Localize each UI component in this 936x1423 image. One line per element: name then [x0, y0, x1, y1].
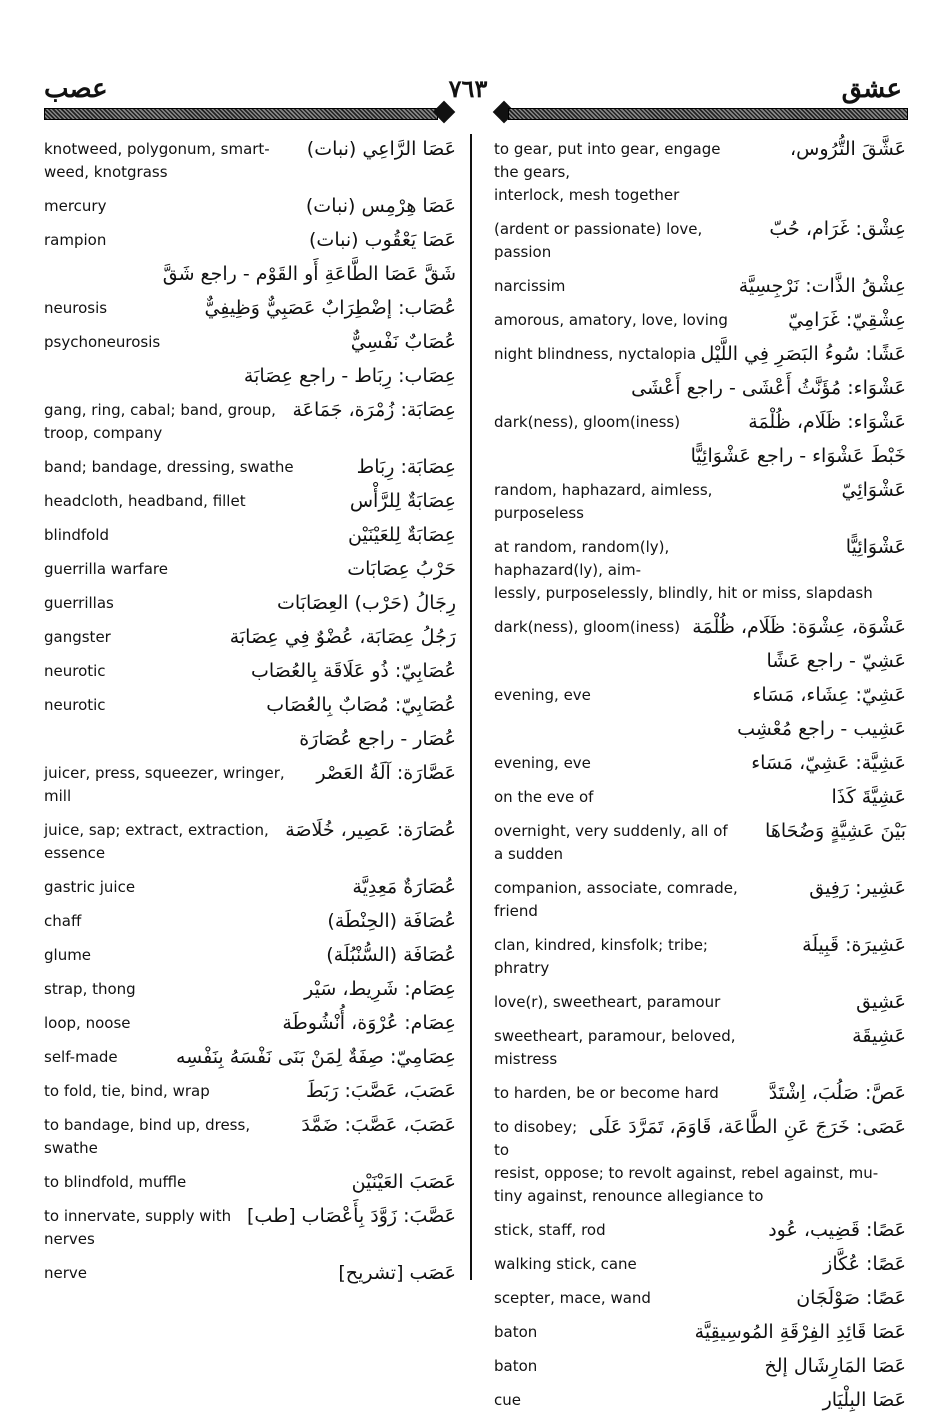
- entry-english: psychoneurosis: [44, 333, 161, 351]
- entry-english: cue: [494, 1391, 521, 1409]
- dictionary-entry: [44, 876, 456, 899]
- dictionary-entry: [44, 456, 456, 479]
- entry-english: scepter, mace, wand: [494, 1289, 651, 1307]
- dictionary-entry: [44, 944, 456, 967]
- entry-english: glume: [44, 946, 92, 964]
- entry-english: self-made: [44, 1048, 118, 1066]
- entry-arabic: عَشِيب - راجع مُعْشِب: [737, 718, 906, 740]
- dictionary-entry: [494, 1287, 906, 1310]
- entry-english: to fold, tie, bind, wrap: [44, 1082, 210, 1100]
- dictionary-entry: [44, 1114, 456, 1137]
- dictionary-entry: [44, 1046, 456, 1069]
- entry-arabic: عُصَافَة (الحِنْطَة): [327, 910, 456, 932]
- entry-english: headcloth, headband, fillet: [44, 492, 246, 510]
- entry-english: evening, eve: [494, 686, 591, 704]
- dictionary-entry: [44, 365, 456, 388]
- entry-english: dark(ness), gloom(iness): [494, 413, 681, 431]
- entry-arabic: عَشْوَاء: مُؤَنَّثُ أَعْشَى - راجع أَعْشَى: [631, 377, 906, 399]
- entry-english: to gear, put into gear, engage the gears,: [494, 140, 721, 181]
- dictionary-entry: [494, 377, 906, 400]
- dictionary-entry: [494, 786, 906, 809]
- entry-arabic: حَرْبُ عِصَابَات: [347, 558, 456, 580]
- dictionary-entry: [44, 626, 456, 649]
- entry-arabic: بَيْنَ عَشِيَّةٍ وَضُحَاهَا: [765, 820, 906, 842]
- entry-english-continuation: a sudden: [494, 845, 564, 863]
- dictionary-entry: [494, 684, 906, 707]
- entry-arabic: عِصَابَةٌ لِلعَيْنَيْن: [347, 524, 456, 546]
- entry-english: love(r), sweetheart, paramour: [494, 993, 721, 1011]
- entry-arabic: عَصَى: خَرَجَ عَنِ الطَّاعَة، قَاوَمَ، تَمَرَّدَ عَلَى: [588, 1116, 906, 1138]
- entry-english: (ardent or passionate) love, passion: [494, 220, 703, 261]
- entry-arabic: عُصَارَة: عَصِير، خُلَاصَة: [285, 819, 456, 841]
- dictionary-entry: [494, 820, 906, 843]
- entry-arabic: عُصَابِيّ: مُصَابٌ بِالعُصَاب: [266, 694, 456, 716]
- entry-english: narcissim: [494, 277, 566, 295]
- entry-arabic: عَشْوَائِيّ: [841, 479, 906, 501]
- entry-english-continuation: weed, knotgrass: [44, 163, 168, 181]
- dictionary-entry: [494, 536, 906, 582]
- dictionary-entry: [494, 991, 906, 1014]
- dictionary-entry: [44, 399, 456, 422]
- entry-english: evening, eve: [494, 754, 591, 772]
- dictionary-entry: [44, 694, 456, 717]
- dictionary-entry: [44, 592, 456, 615]
- entry-english: clan, kindred, kinsfolk; tribe; phratry: [494, 936, 708, 977]
- dictionary-entry: [494, 1355, 906, 1378]
- entry-english: juice, sap; extract, extraction,: [44, 821, 269, 839]
- entry-arabic: عَصَبَ، عَصَّبَ: ضَمَّدَ: [301, 1114, 456, 1136]
- entry-english: night blindness, nyctalopia: [494, 345, 697, 363]
- entry-english: to harden, be or become hard: [494, 1084, 719, 1102]
- dictionary-entry: [494, 752, 906, 775]
- entry-arabic: عَصَا المَارِشَال إلخ: [764, 1355, 906, 1377]
- entry-arabic: شَقَّ عَصَا الطَّاعَةِ أَو القَوْم - راجع شَقَّ: [162, 263, 456, 285]
- entry-english: rampion: [44, 231, 107, 249]
- dictionary-entry: [44, 297, 456, 320]
- entry-arabic: عَشْوَة، عِشْوَة: ظَلَام، ظُلْمَة: [692, 616, 906, 638]
- entry-arabic: عَشْوَاء: ظَلَام، ظُلْمَة: [748, 411, 906, 433]
- entry-english: knotweed, polygonum, smart-: [44, 140, 270, 158]
- entry-english: overnight, very suddenly, all of: [494, 822, 728, 840]
- entry-arabic: عَصًا: قَضِيب، عُود: [768, 1219, 906, 1241]
- dictionary-entry: [494, 343, 906, 366]
- dictionary-entry: [44, 1171, 456, 1194]
- dictionary-entry: [494, 1219, 906, 1242]
- entry-arabic: عَصًا: صَوْلَجَان: [796, 1287, 906, 1309]
- entry-arabic: عِشْق: غَرَام، حُبّ: [769, 218, 906, 240]
- entry-english: guerrilla warfare: [44, 560, 168, 578]
- dictionary-entry: [494, 718, 906, 741]
- dictionary-entry: [44, 558, 456, 581]
- dictionary-entry: [44, 490, 456, 513]
- entry-english: band; bandage, dressing, swathe: [44, 458, 294, 476]
- entry-english: random, haphazard, aimless, purposeless: [494, 481, 713, 522]
- running-headword-right: عشق: [841, 74, 902, 104]
- entry-english: neurotic: [44, 662, 106, 680]
- entry-english-continuation: swathe: [44, 1139, 98, 1157]
- entry-english-continuation: tiny against, renounce allegiance to: [494, 1187, 764, 1205]
- entry-arabic: عِصَابَةٌ لِلرَّأْس: [349, 490, 456, 512]
- entry-arabic: عُصَار - راجع عُصَارَة: [299, 728, 456, 750]
- entry-english: to innervate, supply with: [44, 1207, 232, 1225]
- entry-english: baton: [494, 1357, 538, 1375]
- entry-arabic: عَشِيَّةَ كَذَا: [831, 786, 906, 808]
- entry-english: sweetheart, paramour, beloved, mistress: [494, 1027, 736, 1068]
- entry-english: on the eve of: [494, 788, 594, 806]
- entry-english: juicer, press, squeezer, wringer, mill: [44, 764, 285, 805]
- entry-english-continuation: lessly, purposelessly, blindly, hit or miss, slapdash: [494, 584, 873, 602]
- entry-english: nerve: [44, 1264, 88, 1282]
- dictionary-entry: [44, 229, 456, 252]
- dictionary-entry: [494, 877, 906, 923]
- entry-english: amorous, amatory, love, loving: [494, 311, 728, 329]
- dictionary-entry: [44, 195, 456, 218]
- dictionary-entry: [44, 263, 456, 286]
- right-column: [494, 138, 906, 1423]
- entry-english: gastric juice: [44, 878, 136, 896]
- dictionary-entry: [494, 275, 906, 298]
- entry-arabic: عِصَام: عُرْوَة، أُنْشُوطَة: [282, 1012, 456, 1034]
- entry-english: neurosis: [44, 299, 108, 317]
- entry-english: companion, associate, comrade, friend: [494, 879, 738, 920]
- dictionary-entry: [494, 934, 906, 980]
- entry-arabic: عِصَابَة: زُمْرَة، جَمَاعَة: [292, 399, 456, 421]
- entry-english: loop, noose: [44, 1014, 131, 1032]
- dictionary-entry: [44, 978, 456, 1001]
- entry-arabic: رِجَالُ (حَرْب) العِصَابَات: [277, 592, 456, 614]
- dictionary-entry: [494, 218, 906, 264]
- dictionary-entry: [494, 479, 906, 525]
- entry-arabic: عَصَا هِرْمِس (نبات): [305, 195, 456, 217]
- entry-arabic: عَصَا قَائِدِ الفِرْقَةِ المُوسِيقِيَّة: [694, 1321, 906, 1343]
- dictionary-entry: [44, 819, 456, 842]
- entry-arabic: عَشِيَّة: عَشِيّ، مَسَاء: [751, 752, 906, 774]
- dictionary-entry: [44, 1012, 456, 1035]
- dictionary-entry: [44, 1205, 456, 1228]
- entry-arabic: عَصَا البِلْيَار: [822, 1389, 906, 1411]
- dictionary-entry: [494, 1116, 906, 1162]
- entry-english: guerrillas: [44, 594, 114, 612]
- entry-arabic: عُصَابٌ نَفْسِيٌّ: [350, 331, 456, 353]
- page-number: ٧٦٣: [448, 74, 488, 103]
- dictionary-entry: [44, 524, 456, 547]
- entry-arabic: عَشِيّ: عِشَاء، مَسَاء: [752, 684, 906, 706]
- entry-english: blindfold: [44, 526, 110, 544]
- entry-arabic: عُصَابِيّ: ذُو عَلَاقَة بِالعُصَاب: [250, 660, 456, 682]
- entry-english: dark(ness), gloom(iness): [494, 618, 681, 636]
- entry-arabic: عِصَامِيّ: صِفَةٌ لِمَنْ بَنَى نَفْسَهُ بِنَفْسِه: [175, 1046, 456, 1068]
- entry-arabic: عَشًا: سُوءُ البَصَرِ فِي اللَّيْل: [700, 343, 906, 365]
- entry-english: at random, random(ly), haphazard(ly), aim-: [494, 538, 670, 579]
- entry-arabic: عَشِيقَة: [852, 1025, 906, 1047]
- entry-arabic: عِصَام: شَرِيط، سَيْر: [304, 978, 456, 1000]
- dictionary-entry: [494, 138, 906, 184]
- entry-arabic: عَصَب [تشريح]: [338, 1262, 456, 1284]
- dictionary-entry: [44, 138, 456, 161]
- dictionary-entry: [44, 1262, 456, 1285]
- dictionary-entry: [494, 1321, 906, 1344]
- dictionary-entry: [44, 1080, 456, 1103]
- entry-english: gangster: [44, 628, 111, 646]
- entry-arabic: عِصَاب: رِبَاط - راجع عِصَابَة: [243, 365, 456, 387]
- dictionary-entry: [44, 660, 456, 683]
- entry-english: to bandage, bind up, dress,: [44, 1116, 251, 1134]
- entry-arabic: عَصَّ: صَلُبَ، اِشْتَدَّ: [768, 1082, 906, 1104]
- dictionary-entry: [494, 616, 906, 639]
- dictionary-entry: [494, 1082, 906, 1105]
- entry-english: walking stick, cane: [494, 1255, 637, 1273]
- dictionary-entry: [494, 309, 906, 332]
- entry-arabic: عَشِيق: [856, 991, 906, 1013]
- entry-english-continuation: interlock, mesh together: [494, 186, 680, 204]
- dictionary-entry: [494, 1253, 906, 1276]
- header-rule-left: [44, 108, 438, 120]
- entry-arabic: عَشِيرَة: قَبِيلَة: [802, 934, 906, 956]
- dictionary-entry: [44, 910, 456, 933]
- dictionary-entry: [44, 762, 456, 808]
- entry-english: strap, thong: [44, 980, 136, 998]
- entry-arabic: عَصَبَ العَيْنَيْن: [351, 1171, 456, 1193]
- entry-english: neurotic: [44, 696, 106, 714]
- entry-arabic: رَجُلُ عِصَابَة، عُضْوٌ فِي عِصَابَة: [229, 626, 456, 648]
- entry-arabic: عَصَّبَ: زَوَّدَ بِأَعْصَاب [طب]: [247, 1205, 456, 1227]
- entry-english: to disobey; to: [494, 1118, 578, 1159]
- entry-english-continuation: troop, company: [44, 424, 163, 442]
- entry-arabic: عَشْوَائِيًّا: [845, 536, 906, 558]
- entry-arabic: عَشِير: رَفِيق: [809, 877, 906, 899]
- entry-arabic: عُصَافَة (السُّنْبُلَة): [326, 944, 456, 966]
- entry-arabic: عَصَّارَة: آلَةُ العَصْر: [316, 762, 456, 784]
- dictionary-entry: [494, 650, 906, 673]
- entry-english: gang, ring, cabal; band, group,: [44, 401, 276, 419]
- column-divider: [470, 134, 472, 1280]
- entry-arabic: عُصَارَةٌ مَعِدِيَّة: [352, 876, 456, 898]
- entry-english-continuation: essence: [44, 844, 106, 862]
- entry-english: chaff: [44, 912, 82, 930]
- entry-arabic: عِشْقِيّ: غَرَامِيّ: [788, 309, 906, 331]
- entry-english-continuation: resist, oppose; to revolt against, rebel against, mu-: [494, 1164, 879, 1182]
- dictionary-entry: [44, 728, 456, 751]
- entry-english: to blindfold, muffle: [44, 1173, 187, 1191]
- entry-arabic: خَبْطَ عَشْوَاء - راجع عَشْوَائِيًّا: [690, 445, 906, 467]
- entry-english-continuation: nerves: [44, 1230, 95, 1248]
- dictionary-entry: [494, 445, 906, 468]
- entry-arabic: عِشْقُ الذَّات: نَرْجِسِيَّة: [738, 275, 906, 297]
- running-headword-left: عصب: [44, 74, 108, 104]
- entry-english: baton: [494, 1323, 538, 1341]
- entry-arabic: عَشِيّ - راجع عَشًا: [766, 650, 906, 672]
- entry-arabic: عَشَّقَ التُّرُوس،: [790, 138, 906, 160]
- entry-arabic: عَصَا يَعْقُوب (نبات): [309, 229, 456, 251]
- entry-english: stick, staff, rod: [494, 1221, 606, 1239]
- dictionary-entry: [44, 331, 456, 354]
- entry-arabic: عَصًا: عُكَّاز: [823, 1253, 906, 1275]
- entry-arabic: عِصَابَة: رِبَاط: [356, 456, 456, 478]
- entry-arabic: عَصَا الرَّاعِي (نبات): [306, 138, 456, 160]
- left-column: [44, 138, 456, 1296]
- entry-arabic: عُصَاب: إضْطِرَابٌ عَصَبِيٌّ وَظِيفِيٌّ: [204, 297, 456, 319]
- entry-arabic: عَصَبَ، عَصَّبَ: رَبَطَ: [305, 1080, 456, 1102]
- dictionary-entry: [494, 1025, 906, 1071]
- header-rule-right: [508, 108, 908, 120]
- dictionary-entry: [494, 411, 906, 434]
- dictionary-entry: [494, 1389, 906, 1412]
- entry-english: mercury: [44, 197, 107, 215]
